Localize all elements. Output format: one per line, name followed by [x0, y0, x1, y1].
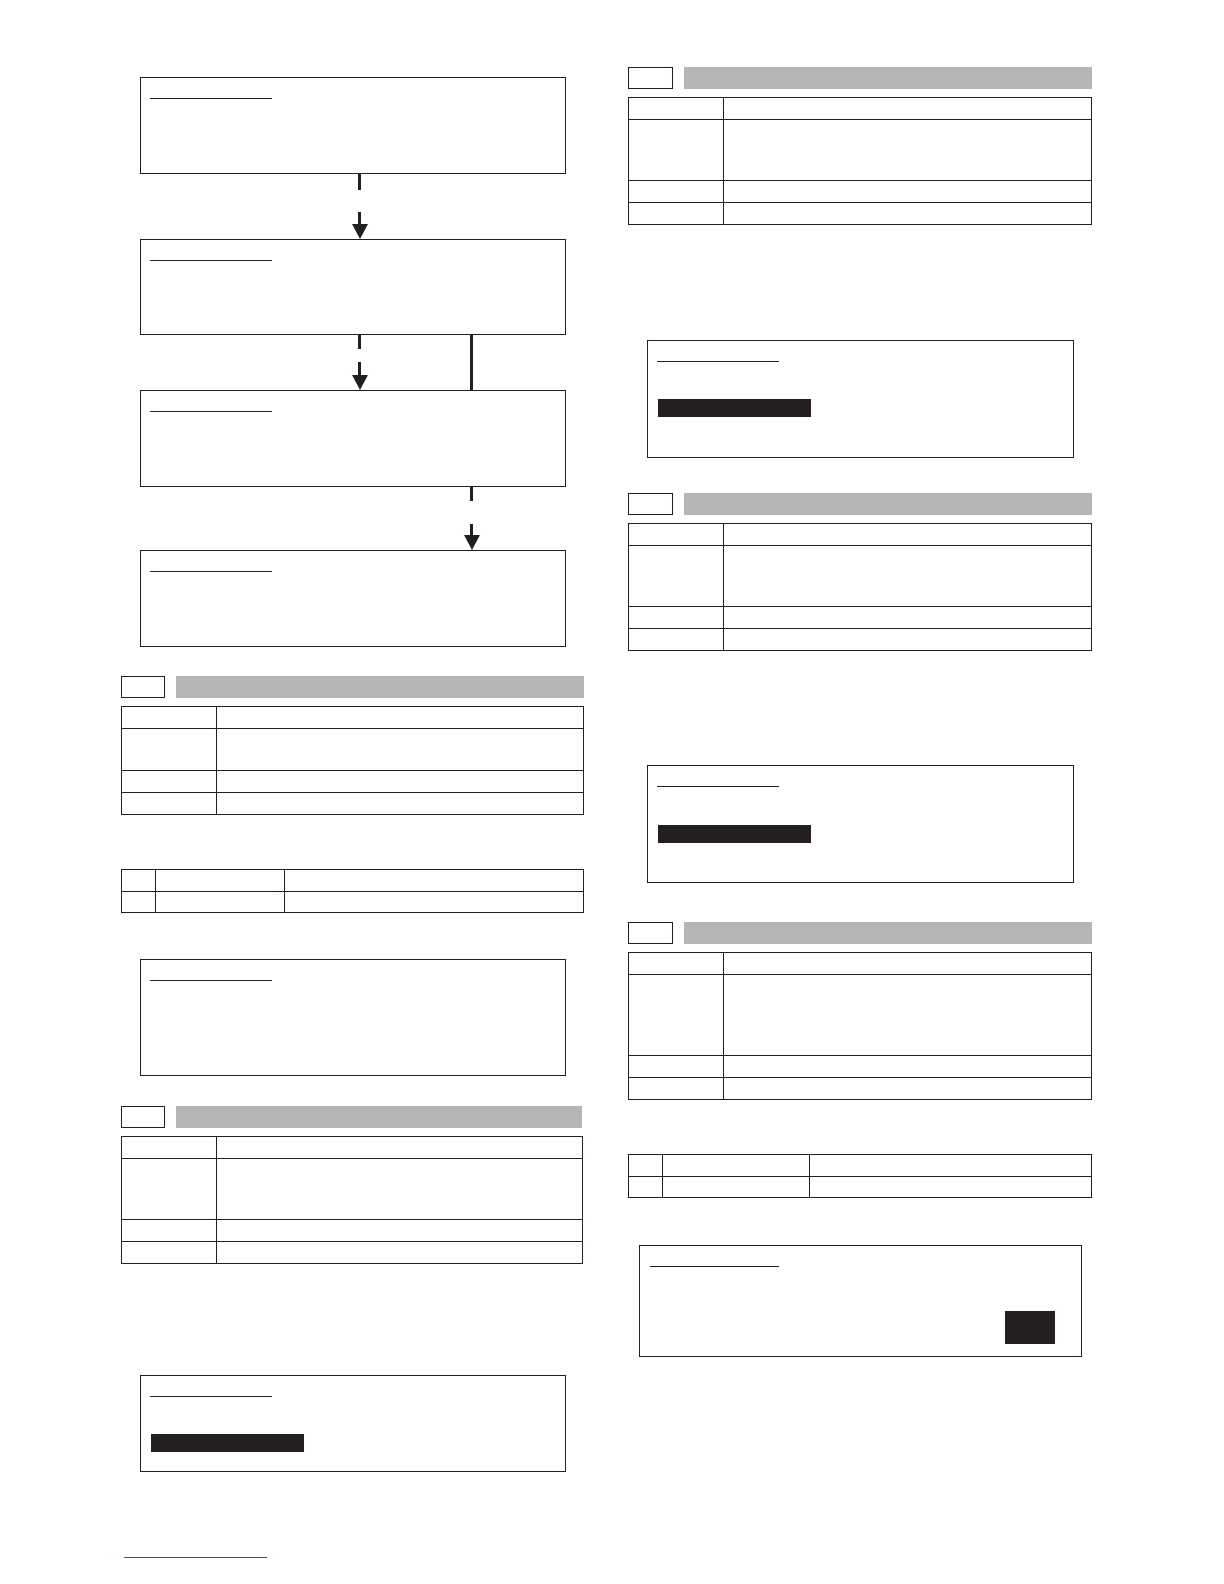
screen-title-underline: [150, 260, 272, 261]
flow-connector: [470, 524, 473, 535]
spec-table: [628, 97, 1092, 225]
flow-connector: [358, 212, 361, 224]
display-screen: [647, 340, 1074, 458]
table-row: [629, 98, 1092, 120]
table-row: [629, 953, 1092, 975]
table-row: [629, 120, 1092, 181]
section-code-box: [628, 922, 673, 944]
table-row: [629, 524, 1092, 546]
flow-connector: [358, 362, 361, 375]
screen-title-underline: [150, 1396, 272, 1397]
arrow-down-icon: [464, 535, 480, 550]
highlighted-item: [151, 1434, 304, 1452]
footer-link[interactable]: [124, 1557, 267, 1558]
spec-table: [121, 1136, 583, 1264]
highlighted-item: [658, 825, 811, 843]
screen-title-underline: [150, 411, 272, 412]
table-row: [629, 1177, 1092, 1198]
screen-title-underline: [150, 98, 272, 99]
section-code-box: [121, 676, 165, 698]
table-row: [122, 892, 584, 913]
section-title-bar: [176, 1106, 582, 1128]
spec-table: [121, 706, 584, 815]
screen-title-underline: [150, 980, 272, 981]
section-code-box: [628, 493, 673, 515]
table-row: [629, 607, 1092, 629]
table-row: [629, 181, 1092, 203]
setting-table: [628, 1154, 1092, 1198]
screen-title-underline: [150, 571, 272, 572]
table-row: [122, 793, 584, 815]
display-screen: [140, 959, 566, 1076]
table-row: [122, 870, 584, 892]
flow-screen-1: [140, 77, 566, 174]
spec-table: [628, 523, 1092, 651]
table-row: [629, 1155, 1092, 1177]
table-row: [122, 1220, 583, 1242]
flow-connector: [358, 335, 361, 349]
table-row: [629, 975, 1092, 1056]
flow-connector: [470, 487, 473, 501]
table-row: [122, 707, 584, 729]
table-row: [122, 771, 584, 793]
arrow-down-icon: [352, 375, 368, 390]
table-row: [122, 1242, 583, 1264]
display-screen: [140, 1375, 566, 1472]
highlighted-item: [658, 399, 811, 417]
section-code-box: [121, 1106, 165, 1128]
highlighted-button: [1005, 1311, 1055, 1344]
flow-branch-line: [470, 335, 473, 390]
section-title-bar: [684, 67, 1092, 89]
section-code-box: [628, 67, 673, 89]
table-row: [629, 629, 1092, 651]
display-screen: [639, 1245, 1082, 1357]
screen-title-underline: [650, 1266, 779, 1267]
flow-connector: [358, 174, 361, 190]
setting-table: [121, 869, 584, 913]
table-row: [629, 1056, 1092, 1078]
spec-table: [628, 952, 1092, 1100]
section-title-bar: [684, 922, 1092, 944]
table-row: [629, 203, 1092, 225]
table-row: [122, 1137, 583, 1159]
table-row: [122, 1159, 583, 1220]
flow-screen-3: [140, 390, 566, 487]
flow-screen-2: [140, 239, 566, 335]
table-row: [629, 1078, 1092, 1100]
section-title-bar: [684, 493, 1092, 515]
screen-title-underline: [657, 786, 779, 787]
flow-screen-4: [140, 550, 566, 647]
arrow-down-icon: [352, 224, 368, 239]
section-title-bar: [176, 676, 584, 698]
table-row: [122, 729, 584, 771]
display-screen: [647, 765, 1074, 883]
screen-title-underline: [657, 361, 779, 362]
table-row: [629, 546, 1092, 607]
